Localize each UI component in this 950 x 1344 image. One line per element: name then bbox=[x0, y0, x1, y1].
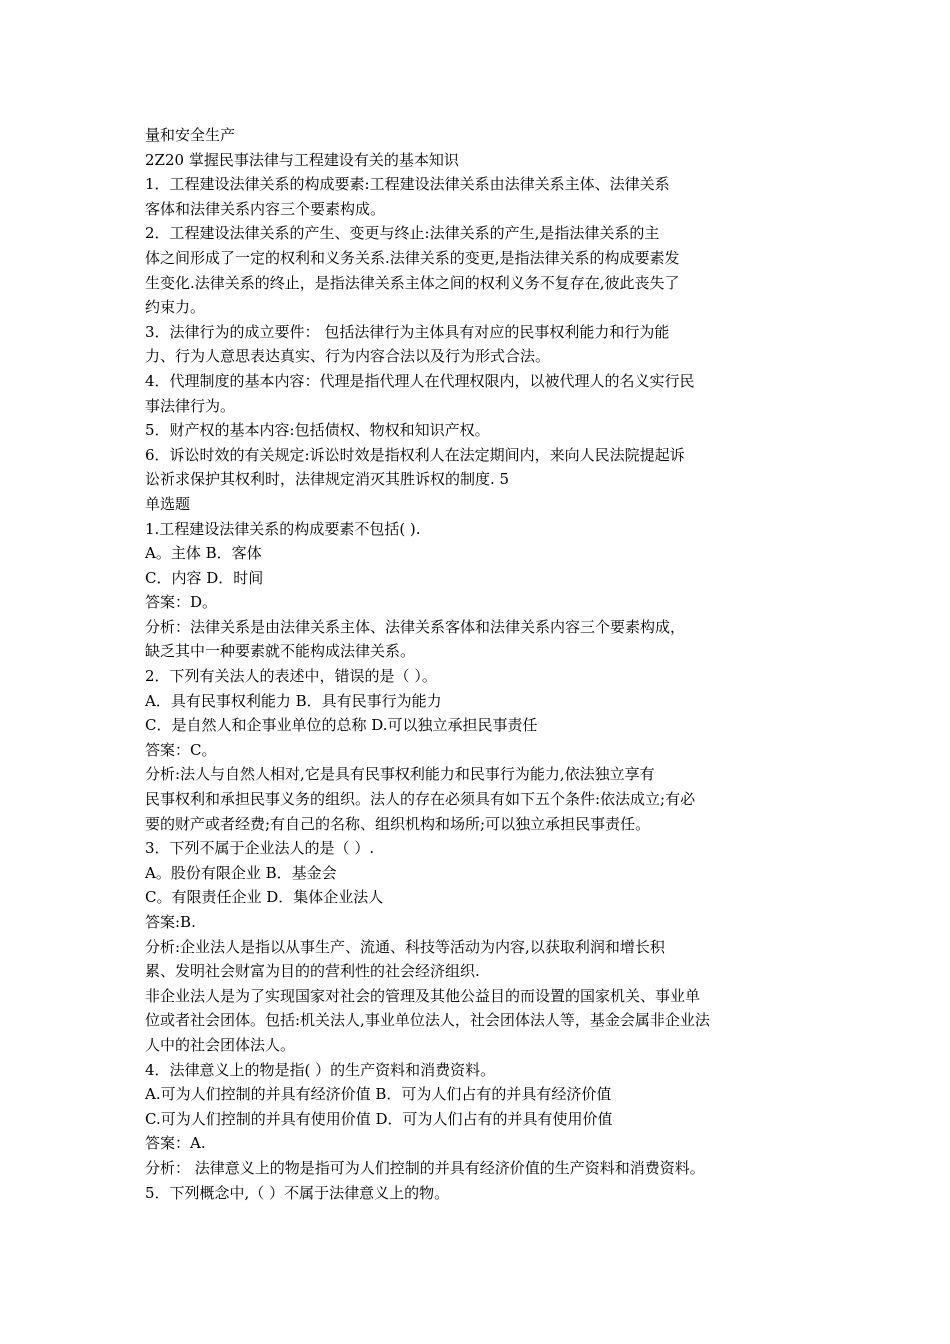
text-line: 讼祈求保护其权利时，法律规定消灭其胜诉权的制度. 5 bbox=[145, 470, 510, 489]
question: 2．下列有关法人的表述中，错误的是（ ）。 bbox=[145, 667, 437, 686]
analysis: 分析:企业法人是指以从事生产、流通、科技等活动为内容,以获取利润和增长积 bbox=[145, 937, 665, 956]
analysis: 分析:法人与自然人相对,它是具有民事权利能力和民事行为能力,依法独立享有 bbox=[145, 765, 655, 784]
analysis: 民事权利和承担民事义务的组织。法人的存在必须具有如下五个条件:依法成立;有必 bbox=[145, 790, 696, 809]
analysis: 位或者社会团体。包括:机关法人,事业单位法人，社会团体法人等，基金会属非企业法 bbox=[145, 1011, 710, 1030]
text-line: 体之间形成了一定的权利和义务关系.法律关系的变更,是指法律关系的构成要素发 bbox=[145, 248, 680, 267]
options: A。股份有限企业 B．基金会 bbox=[145, 863, 337, 882]
text-line: 生变化.法律关系的终止，是指法律关系主体之间的权利义务不复存在,彼此丧失了 bbox=[145, 273, 680, 292]
text-line: 2．工程建设法律关系的产生、变更与终止:法律关系的产生,是指法律关系的主 bbox=[145, 224, 660, 243]
text-line: 力、行为人意思表达真实、行为内容合法以及行为形式合法。 bbox=[145, 347, 551, 366]
section-heading: 2Z20 掌握民事法律与工程建设有关的基本知识 bbox=[145, 150, 459, 169]
answer: 答案：C。 bbox=[145, 740, 217, 759]
analysis: 分析：法律关系是由法律关系主体、法律关系客体和法律关系内容三个要素构成， bbox=[145, 617, 686, 636]
text-line: 约束力。 bbox=[145, 298, 206, 317]
analysis: 分析： 法律意义上的物是指可为人们控制的并具有经济价值的生产资料和消费资料。 bbox=[145, 1158, 705, 1177]
question: 4．法律意义上的物是指( ）的生产资料和消费资料。 bbox=[145, 1060, 496, 1079]
analysis: 人中的社会团体法人。 bbox=[145, 1035, 296, 1054]
options: A.可为人们控制的并具有经济价值 B．可为人们占有的并具有经济价值 bbox=[145, 1085, 612, 1104]
answer: 答案：A. bbox=[145, 1134, 206, 1153]
text-line: 6．诉讼时效的有关规定:诉讼时效是指权利人在法定期间内，来向人民法院提起诉 bbox=[145, 445, 685, 464]
options: A．具有民事权利能力 B．具有民事行为能力 bbox=[145, 691, 442, 710]
document-body bbox=[145, 123, 825, 1205]
answer: 答案:B. bbox=[145, 913, 196, 931]
options: C.可为人们控制的并具有使用价值 D．可为人们占有的并具有使用价值 bbox=[145, 1109, 613, 1128]
options: C．内容 D．时间 bbox=[145, 568, 264, 587]
question: 5．下列概念中,（ ）不属于法律意义上的物。 bbox=[145, 1183, 450, 1202]
text-line: 事法律行为。 bbox=[145, 396, 236, 415]
text-line: 5．财产权的基本内容:包括债权、物权和知识产权。 bbox=[145, 421, 490, 440]
section-heading: 单选题 bbox=[145, 494, 191, 513]
text-line: 客体和法律关系内容三个要素构成。 bbox=[145, 199, 386, 218]
text-line: 1．工程建设法律关系的构成要素:工程建设法律关系由法律关系主体、法律关系 bbox=[145, 175, 670, 194]
text-line: 4．代理制度的基本内容：代理是指代理人在代理权限内，以被代理人的名义实行民 bbox=[145, 371, 695, 390]
question: 3．下列不属于企业法人的是（ ）. bbox=[145, 839, 375, 858]
options: A。主体 B．客体 bbox=[145, 544, 262, 563]
analysis: 非企业法人是为了实现国家对社会的管理及其他公益目的而设置的国家机关、事业单 bbox=[145, 986, 701, 1005]
question: 1.工程建设法律关系的构成要素不包括( ). bbox=[145, 519, 421, 538]
analysis: 要的财产或者经费;有自己的名称、组织机构和场所;可以独立承担民事责任。 bbox=[145, 814, 651, 833]
analysis: 缺乏其中一种要素就不能构成法律关系。 bbox=[145, 642, 416, 661]
analysis: 累、发明社会财富为目的的营利性的社会经济组织. bbox=[145, 962, 480, 981]
text-line: 3．法律行为的成立要件： 包括法律行为主体具有对应的民事权利能力和行为能 bbox=[145, 322, 670, 341]
options: C。有限责任企业 D．集体企业法人 bbox=[145, 888, 384, 907]
text-line: 量和安全生产 bbox=[145, 126, 236, 144]
answer: 答案：D。 bbox=[145, 593, 218, 612]
options: C．是自然人和企事业单位的总称 D.可以独立承担民事责任 bbox=[145, 716, 538, 735]
